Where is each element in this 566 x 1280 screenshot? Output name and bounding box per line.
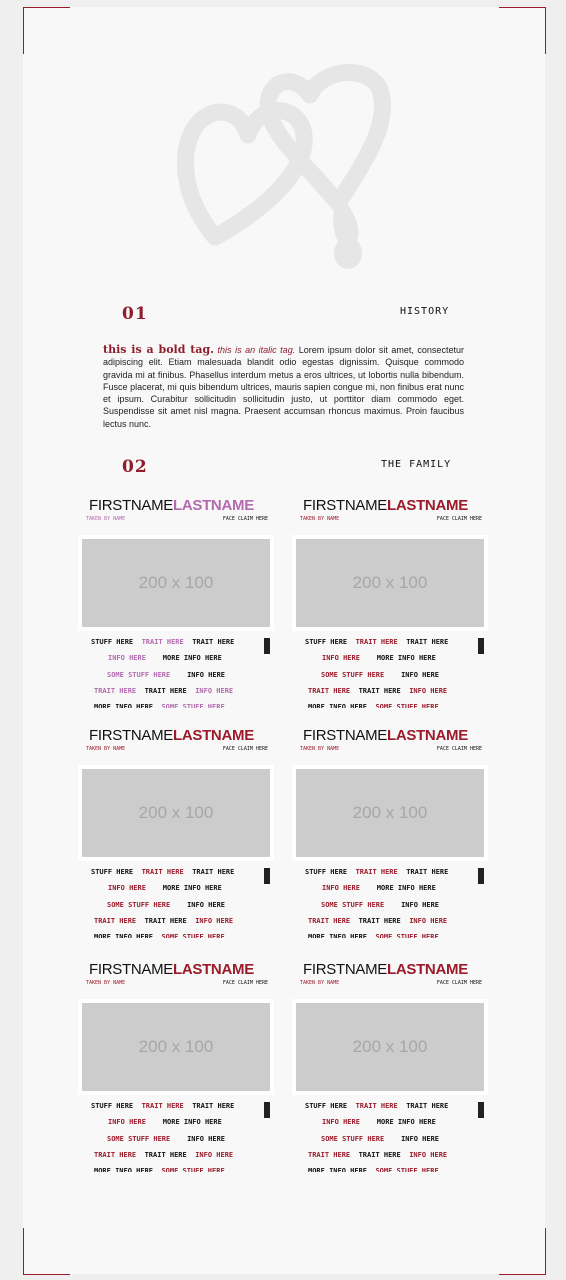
stat-text: TRAIT HERE <box>94 917 137 925</box>
family-card <box>292 961 488 1179</box>
stat-text: INFO HERE <box>187 671 226 679</box>
family-card <box>78 727 274 945</box>
stat-text: MORE INFO HERE <box>308 933 368 938</box>
stat-text: TRAIT HERE <box>141 638 184 646</box>
stat-text: TRAIT HERE <box>192 1102 235 1110</box>
stat-text: STUFF HERE <box>305 868 348 876</box>
stats-block[interactable] <box>78 638 274 708</box>
stat-text: TRAIT HERE <box>192 638 235 646</box>
last-name: LASTNAME <box>386 497 468 514</box>
stat-text: INFO HERE <box>322 1118 360 1126</box>
taken-by: TAKEN BY NAME <box>300 746 340 752</box>
stat-text: SOME STUFF HERE <box>375 703 439 708</box>
stat-text: SOME STUFF HERE <box>375 1167 439 1172</box>
stat-text: TRAIT HERE <box>308 687 351 695</box>
stat-text: SOME STUFF HERE <box>321 1135 385 1143</box>
section-title-family: THE FAMILY <box>381 459 452 470</box>
stat-text: SOME STUFF HERE <box>161 933 225 938</box>
stat-text: INFO HERE <box>108 654 146 662</box>
placeholder-image: 200 x 100 <box>296 769 484 857</box>
stat-text: INFO HERE <box>195 687 234 695</box>
stat-text: MORE INFO HERE <box>162 1118 222 1126</box>
stat-text: MORE INFO HERE <box>94 933 154 938</box>
stat-text: SOME STUFF HERE <box>107 901 171 909</box>
stat-text: TRAIT HERE <box>358 1151 401 1159</box>
stat-text: MORE INFO HERE <box>376 654 436 662</box>
scrollbar[interactable] <box>264 638 270 654</box>
stat-text: TRAIT HERE <box>358 687 401 695</box>
stat-text: TRAIT HERE <box>355 638 398 646</box>
stats-block[interactable] <box>78 868 274 938</box>
placeholder-image: 200 x 100 <box>296 1003 484 1091</box>
stat-text: TRAIT HERE <box>144 1151 187 1159</box>
stat-text: TRAIT HERE <box>144 687 187 695</box>
stat-text: SOME STUFF HERE <box>161 703 225 708</box>
scrollbar[interactable] <box>478 638 484 654</box>
last-name: LASTNAME <box>172 727 254 744</box>
stat-text: INFO HERE <box>322 884 360 892</box>
stat-text: TRAIT HERE <box>406 868 449 876</box>
stat-text: TRAIT HERE <box>144 917 187 925</box>
family-card <box>78 497 274 715</box>
stat-text: INFO HERE <box>108 1118 146 1126</box>
face-claim: FACE CLAIM HERE <box>436 980 482 986</box>
stat-text: INFO HERE <box>401 671 440 679</box>
stat-text: INFO HERE <box>195 917 234 925</box>
stat-text: INFO HERE <box>187 901 226 909</box>
taken-by: TAKEN BY NAME <box>86 980 126 986</box>
stat-text: SOME STUFF HERE <box>375 933 439 938</box>
stat-text: TRAIT HERE <box>192 868 235 876</box>
history-paragraph <box>103 344 464 430</box>
stat-text: TRAIT HERE <box>141 868 184 876</box>
family-card <box>78 961 274 1179</box>
stat-text: MORE INFO HERE <box>162 884 222 892</box>
first-name: FIRSTNAME <box>303 961 387 978</box>
face-claim: FACE CLAIM HERE <box>222 980 268 986</box>
family-card <box>292 727 488 945</box>
scrollbar[interactable] <box>264 868 270 884</box>
stat-text: TRAIT HERE <box>358 917 401 925</box>
first-name: FIRSTNAME <box>89 727 173 744</box>
stat-text: SOME STUFF HERE <box>107 671 171 679</box>
stat-text: INFO HERE <box>401 901 440 909</box>
last-name: LASTNAME <box>386 961 468 978</box>
stat-text: INFO HERE <box>195 1151 234 1159</box>
stat-text: STUFF HERE <box>305 1102 348 1110</box>
stat-text: INFO HERE <box>401 1135 440 1143</box>
face-claim: FACE CLAIM HERE <box>222 746 268 752</box>
stats-block[interactable] <box>292 1102 488 1172</box>
character-name <box>89 497 254 514</box>
stat-text: INFO HERE <box>108 884 146 892</box>
stat-text: INFO HERE <box>409 917 448 925</box>
stat-text: STUFF HERE <box>91 638 134 646</box>
stat-text: INFO HERE <box>322 654 360 662</box>
last-name: LASTNAME <box>172 497 254 514</box>
image-frame <box>78 765 274 861</box>
stat-text: TRAIT HERE <box>308 1151 351 1159</box>
history-body: Lorem ipsum dolor sit amet, consectetur adipiscing elit. Etiam malesuada blandit odio egestas dignissim. Quisque commodo gravida mi at finibus. Phasellus interdum metus a eros ultrices, ut lobortis nulla bibendum. Fusce placerat, mi quis bibendum ultrices, mauris sapien congue mi, non finibus erat nunc et ipsum. Curabitur sollicitudin sollicitudin justo, ut porttitor diam commodo eget. Suspendisse sit amet nisl magna. Praesent accumsan rhoncus maximus. Proin faucibus lectus nunc. <box>103 345 464 429</box>
scrollbar[interactable] <box>264 1102 270 1118</box>
stats-block[interactable] <box>292 868 488 938</box>
stat-text: TRAIT HERE <box>355 1102 398 1110</box>
taken-by: TAKEN BY NAME <box>86 746 126 752</box>
stat-text: TRAIT HERE <box>308 917 351 925</box>
placeholder-image: 200 x 100 <box>82 1003 270 1091</box>
last-name: LASTNAME <box>386 727 468 744</box>
corner-bottom-right <box>499 1228 546 1275</box>
stat-text: TRAIT HERE <box>94 687 137 695</box>
stat-text: MORE INFO HERE <box>376 1118 436 1126</box>
taken-by: TAKEN BY NAME <box>300 516 340 522</box>
scrollbar[interactable] <box>478 868 484 884</box>
stats-block[interactable] <box>292 638 488 708</box>
stat-text: STUFF HERE <box>91 1102 134 1110</box>
corner-bottom-left <box>23 1228 70 1275</box>
stat-text: INFO HERE <box>409 687 448 695</box>
taken-by: TAKEN BY NAME <box>300 980 340 986</box>
face-claim: FACE CLAIM HERE <box>222 516 268 522</box>
first-name: FIRSTNAME <box>303 497 387 514</box>
image-frame <box>292 535 488 631</box>
placeholder-image: 200 x 100 <box>82 769 270 857</box>
last-name: LASTNAME <box>172 961 254 978</box>
character-name <box>89 961 254 978</box>
face-claim: FACE CLAIM HERE <box>436 516 482 522</box>
stat-text: TRAIT HERE <box>94 1151 137 1159</box>
stat-text: TRAIT HERE <box>355 868 398 876</box>
character-name <box>303 961 468 978</box>
first-name: FIRSTNAME <box>303 727 387 744</box>
stats-block[interactable] <box>78 1102 274 1172</box>
stat-text: INFO HERE <box>187 1135 226 1143</box>
face-claim: FACE CLAIM HERE <box>436 746 482 752</box>
hearts-icon <box>170 55 400 275</box>
family-card <box>292 497 488 715</box>
stat-text: MORE INFO HERE <box>94 1167 154 1172</box>
stat-text: INFO HERE <box>409 1151 448 1159</box>
image-frame <box>292 999 488 1095</box>
image-frame <box>78 999 274 1095</box>
stat-text: MORE INFO HERE <box>162 654 222 662</box>
scrollbar[interactable] <box>478 1102 484 1118</box>
stat-text: SOME STUFF HERE <box>321 901 385 909</box>
bold-tag: this is a bold tag. <box>103 343 215 356</box>
stat-text: MORE INFO HERE <box>94 703 154 708</box>
character-name <box>303 497 468 514</box>
stat-text: TRAIT HERE <box>406 1102 449 1110</box>
character-name <box>303 727 468 744</box>
image-frame <box>78 535 274 631</box>
section-title-history: HISTORY <box>400 306 450 317</box>
first-name: FIRSTNAME <box>89 497 173 514</box>
stat-text: SOME STUFF HERE <box>107 1135 171 1143</box>
stat-text: STUFF HERE <box>91 868 134 876</box>
section-number-history: 01 <box>122 304 148 324</box>
stat-text: MORE INFO HERE <box>376 884 436 892</box>
placeholder-image: 200 x 100 <box>296 539 484 627</box>
character-name <box>89 727 254 744</box>
stat-text: STUFF HERE <box>305 638 348 646</box>
stat-text: TRAIT HERE <box>406 638 449 646</box>
corner-top-right <box>499 7 546 54</box>
stat-text: MORE INFO HERE <box>308 1167 368 1172</box>
stat-text: TRAIT HERE <box>141 1102 184 1110</box>
image-frame <box>292 765 488 861</box>
stat-text: SOME STUFF HERE <box>161 1167 225 1172</box>
italic-tag: this is an italic tag. <box>217 345 296 355</box>
first-name: FIRSTNAME <box>89 961 173 978</box>
placeholder-image: 200 x 100 <box>82 539 270 627</box>
section-number-family: 02 <box>122 457 148 477</box>
corner-top-left <box>23 7 70 54</box>
stat-text: SOME STUFF HERE <box>321 671 385 679</box>
stat-text: MORE INFO HERE <box>308 703 368 708</box>
taken-by: TAKEN BY NAME <box>86 516 126 522</box>
